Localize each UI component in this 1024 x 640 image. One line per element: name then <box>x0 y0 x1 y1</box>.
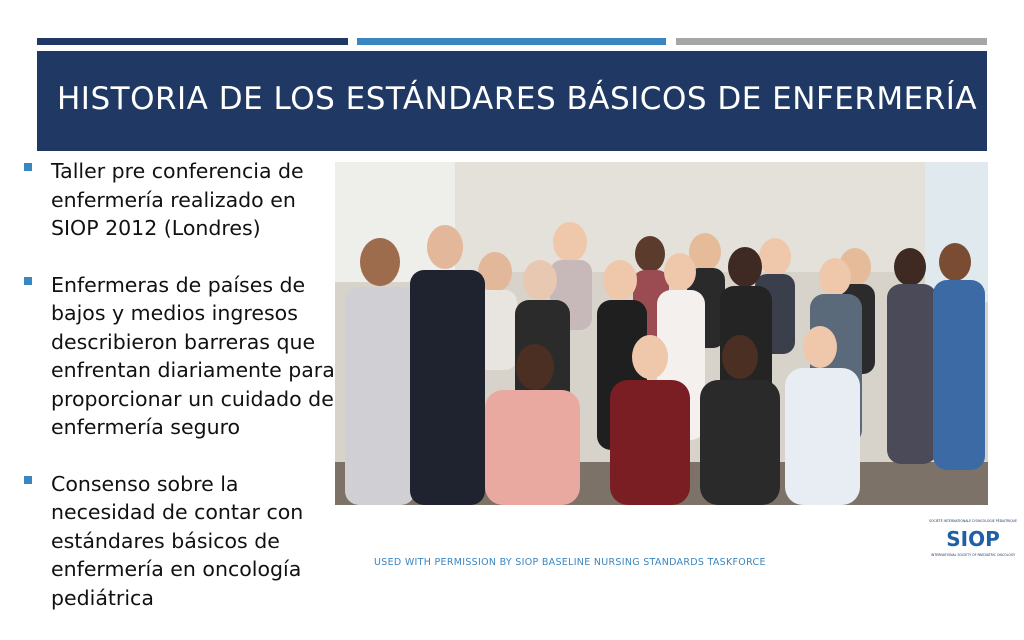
logo-text-bottom: INTERNATIONAL SOCIETY OF PAEDIATRIC ONCOLOGY <box>930 553 1016 557</box>
header-bar-gray <box>676 38 987 45</box>
square-bullet-icon <box>24 163 32 171</box>
bullet-text: Enfermeras de países de bajos y medios ingresos describieron barreras que enfrentan diariamente para proporcionar un cuidado de enfermería seguro <box>51 272 335 439</box>
logo-mark: SIOP <box>946 527 1000 551</box>
slide-title: HISTORIA DE LOS ESTÁNDARES BÁSICOS DE ENFERMERÍA <box>57 81 978 117</box>
square-bullet-icon <box>24 476 32 484</box>
group-photo-illustration <box>335 162 988 505</box>
siop-logo <box>928 516 1018 564</box>
photo-credit: USED WITH PERMISSION BY SIOP BASELINE NURSING STANDARDS TASKFORCE <box>374 557 766 568</box>
square-bullet-icon <box>24 277 32 285</box>
bullet-text: Consenso sobre la necesidad de contar con estándares básicos de enfermería en oncología pediátrica <box>51 471 304 610</box>
bullet-item <box>22 271 337 442</box>
bullet-text: Taller pre conferencia de enfermería realizado en SIOP 2012 (Londres) <box>51 159 304 240</box>
bullet-list <box>22 157 337 640</box>
siop-logo-icon <box>928 516 1018 564</box>
bullet-item <box>22 157 337 243</box>
title-band <box>37 51 987 151</box>
group-photo <box>335 162 988 505</box>
header-bar-blue <box>357 38 666 45</box>
header-bar-dark <box>37 38 348 45</box>
logo-text-top: SOCIÉTÉ INTERNATIONALE D'ONCOLOGIE PÉDIATRIQUE <box>928 519 1018 523</box>
bullet-item <box>22 470 337 613</box>
